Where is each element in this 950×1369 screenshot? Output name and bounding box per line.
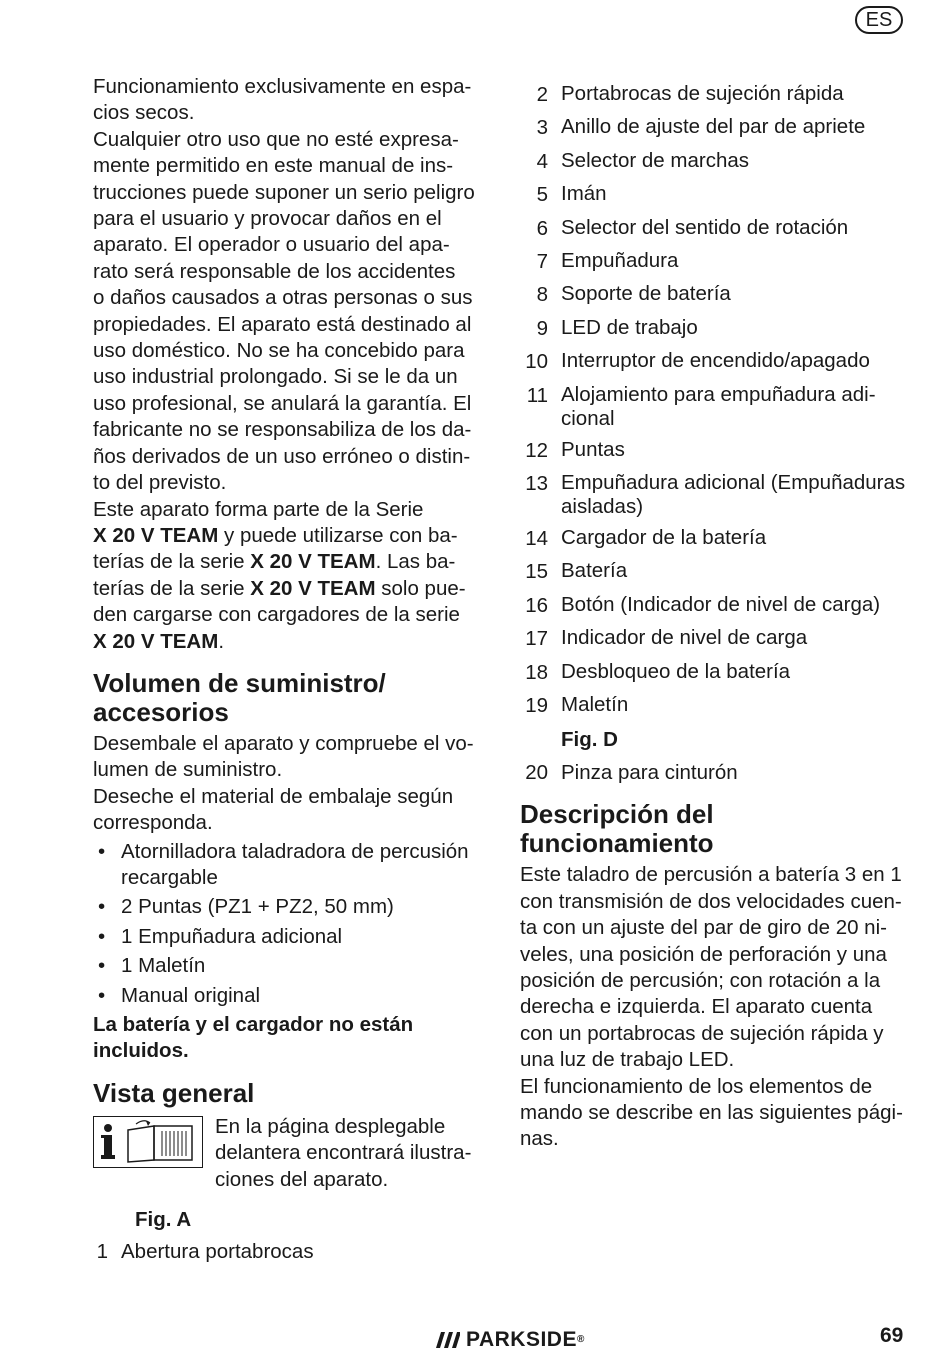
item-number: 18 — [525, 660, 548, 684]
item-number: 16 — [525, 593, 548, 617]
logo-text: PARKSIDE — [466, 1328, 577, 1351]
item-text: Puntas — [561, 437, 625, 461]
language-badge: ES — [855, 6, 903, 34]
item-number: 2 — [536, 83, 548, 106]
item-text: Portabrocas de sujeción rápida — [561, 82, 844, 105]
item-number: 5 — [536, 183, 548, 207]
series-text-4: solo pue- den cargarse con cargadores de la serie — [93, 576, 466, 627]
item-number: 8 — [536, 283, 548, 307]
left-column — [93, 74, 493, 1273]
bullet-icon: • — [98, 839, 106, 863]
list-item — [93, 983, 493, 1009]
item-number: 20 — [525, 760, 548, 784]
item-text: Selector de marchas — [561, 148, 750, 172]
info-foldout-icon — [93, 1116, 203, 1168]
list-item-text: 2 Puntas (PZ1 + PZ2, 50 mm) — [121, 895, 394, 919]
list-item — [520, 182, 920, 208]
list-item — [520, 82, 920, 108]
right-column — [520, 82, 920, 1153]
item-text: Imán — [561, 182, 607, 206]
paragraph-function-description: Este taladro de percusión a batería 3 en 1 con transmisión de dos velocidades cuen- ta con un ajuste del par de giro de 20 ni- veles, una posición de perforación y una posición de percusión; con rotación a la derecha e izquierda. El aparato cuenta con un portabrocas de sujeción rápida y una luz de trabajo LED. — [520, 863, 902, 1072]
item-text: Cargador de la batería — [561, 526, 767, 550]
series-text-1: Este aparato forma parte de la Serie — [93, 497, 424, 521]
list-item — [520, 526, 920, 552]
list-item-text: 1 Maletín — [121, 954, 206, 978]
item-text: Alojamiento para empuñadura adi- cional — [561, 382, 876, 430]
item-number: 13 — [525, 472, 548, 496]
list-item — [520, 760, 920, 786]
list-item — [520, 216, 920, 242]
fig-d-label: Fig. D — [561, 727, 618, 751]
list-item — [520, 249, 920, 275]
logo-stripes-icon — [432, 1331, 460, 1349]
series-text-5: . — [218, 629, 225, 653]
fig-a-label: Fig. A — [135, 1208, 192, 1232]
paragraph-dispose: Deseche el material de embalaje según corresponda. — [93, 784, 454, 835]
item-number: 7 — [536, 250, 548, 274]
series-text-2: y puede utilizarse con ba- terías de la serie — [93, 523, 458, 574]
battery-not-included-note: La batería y el cargador no están incluidos. — [93, 1013, 414, 1063]
heading-supply: Volumen de suministro/ accesorios — [93, 667, 386, 727]
list-item — [520, 316, 920, 342]
list-item — [520, 471, 920, 519]
heading-overview: Vista general — [93, 1077, 255, 1108]
item-text: Desbloqueo de la batería — [561, 659, 791, 683]
list-item — [520, 383, 920, 431]
list-item-text: Manual original — [121, 983, 261, 1007]
list-item — [93, 839, 493, 892]
item-number: 10 — [525, 350, 548, 374]
item-text: Anillo de ajuste del par de apriete — [561, 115, 866, 139]
item-number: 1 — [96, 1240, 108, 1264]
series-brand-2: X 20 V TEAM — [250, 550, 376, 574]
item-number: 9 — [536, 316, 548, 340]
paragraph-dry-use: Funcionamiento exclusivamente en espa- cios secos. — [93, 75, 472, 125]
list-item — [520, 559, 920, 585]
registered-mark: ® — [576, 1334, 585, 1345]
page-number: 69 — [880, 1324, 904, 1347]
bullet-icon: • — [98, 954, 106, 978]
item-number: 19 — [525, 694, 548, 718]
item-number: 17 — [525, 627, 548, 651]
series-brand-3: X 20 V TEAM — [250, 576, 376, 600]
item-number: 14 — [525, 527, 548, 551]
item-text: Interruptor de encendido/apagado — [561, 349, 870, 373]
series-brand-1: X 20 V TEAM — [93, 523, 219, 547]
item-number: 15 — [525, 560, 548, 584]
paragraph-unpack: Desembale el aparato y compruebe el vo- lumen de suministro. — [93, 731, 474, 782]
item-number: 3 — [536, 116, 548, 140]
list-item — [520, 282, 920, 308]
list-item — [520, 693, 920, 719]
item-text: Empuñadura — [561, 249, 679, 273]
item-text: Batería — [561, 559, 628, 583]
parkside-logo — [432, 1328, 585, 1352]
bullet-icon: • — [98, 895, 106, 919]
heading-function: Descripción del funcionamiento — [520, 799, 714, 859]
list-item-text: Atornilladora taladradora de percusión recargable — [121, 839, 469, 889]
item-number: 11 — [526, 383, 548, 407]
info-foldout-icon-svg — [94, 1117, 201, 1166]
item-text: Maletín — [561, 693, 629, 717]
list-item — [93, 924, 493, 950]
list-item — [520, 115, 920, 141]
supply-list — [93, 839, 493, 1009]
item-text: LED de trabajo — [561, 315, 698, 339]
item-number: 4 — [536, 149, 548, 173]
bullet-icon: • — [98, 983, 106, 1007]
list-item — [80, 1239, 493, 1265]
list-item-text: 1 Empuñadura adicional — [121, 924, 343, 948]
item-text: Soporte de batería — [561, 282, 731, 306]
item-text: Pinza para cinturón — [561, 760, 738, 784]
item-text: Selector del sentido de rotación — [561, 215, 849, 239]
list-item — [520, 438, 920, 464]
paragraph-intended-use: Cualquier otro uso que no esté expresa- mente permitido en este manual de ins- trucciones puede suponer un serio peligro para el usuario y provocar daños en el aparato. El operador o usuario del apa- rato será responsable de los accidentes o daños causados a otras personas o sus propiedades. El aparato está destinado al uso doméstico. No se ha concebido para uso industrial prolongado. Si se le da un uso profesional, se anulará la garantía. El fabricante no se responsabiliza de los da- ños derivados de un uso erróneo o distin- to del previsto. — [93, 127, 475, 495]
item-text: Empuñadura adicional (Empuñaduras aisladas) — [561, 471, 906, 519]
item-text: Botón (Indicador de nivel de carga) — [561, 592, 881, 616]
list-item — [520, 593, 920, 619]
list-item — [520, 626, 920, 652]
info-block — [93, 1114, 493, 1193]
series-brand-4: X 20 V TEAM — [93, 629, 219, 653]
list-item — [520, 660, 920, 686]
series-text-3: . Las ba- terías de la serie — [93, 550, 456, 600]
paragraph-series — [93, 497, 493, 655]
list-item — [93, 894, 493, 920]
item-text: Abertura portabrocas — [121, 1240, 314, 1264]
paragraph-controls: El funcionamiento de los elementos de mando se describe en las siguientes pági- nas. — [520, 1074, 903, 1151]
list-item — [93, 953, 493, 979]
list-item — [520, 149, 920, 175]
bullet-icon: • — [98, 924, 106, 948]
item-text: Indicador de nivel de carga — [561, 626, 808, 650]
list-item — [520, 349, 920, 375]
parts-list — [520, 82, 920, 720]
info-text: En la página desplegable delantera encontrará ilustra- ciones del aparato. — [215, 1114, 472, 1191]
item-number: 12 — [525, 438, 548, 462]
item-number: 6 — [536, 216, 548, 240]
